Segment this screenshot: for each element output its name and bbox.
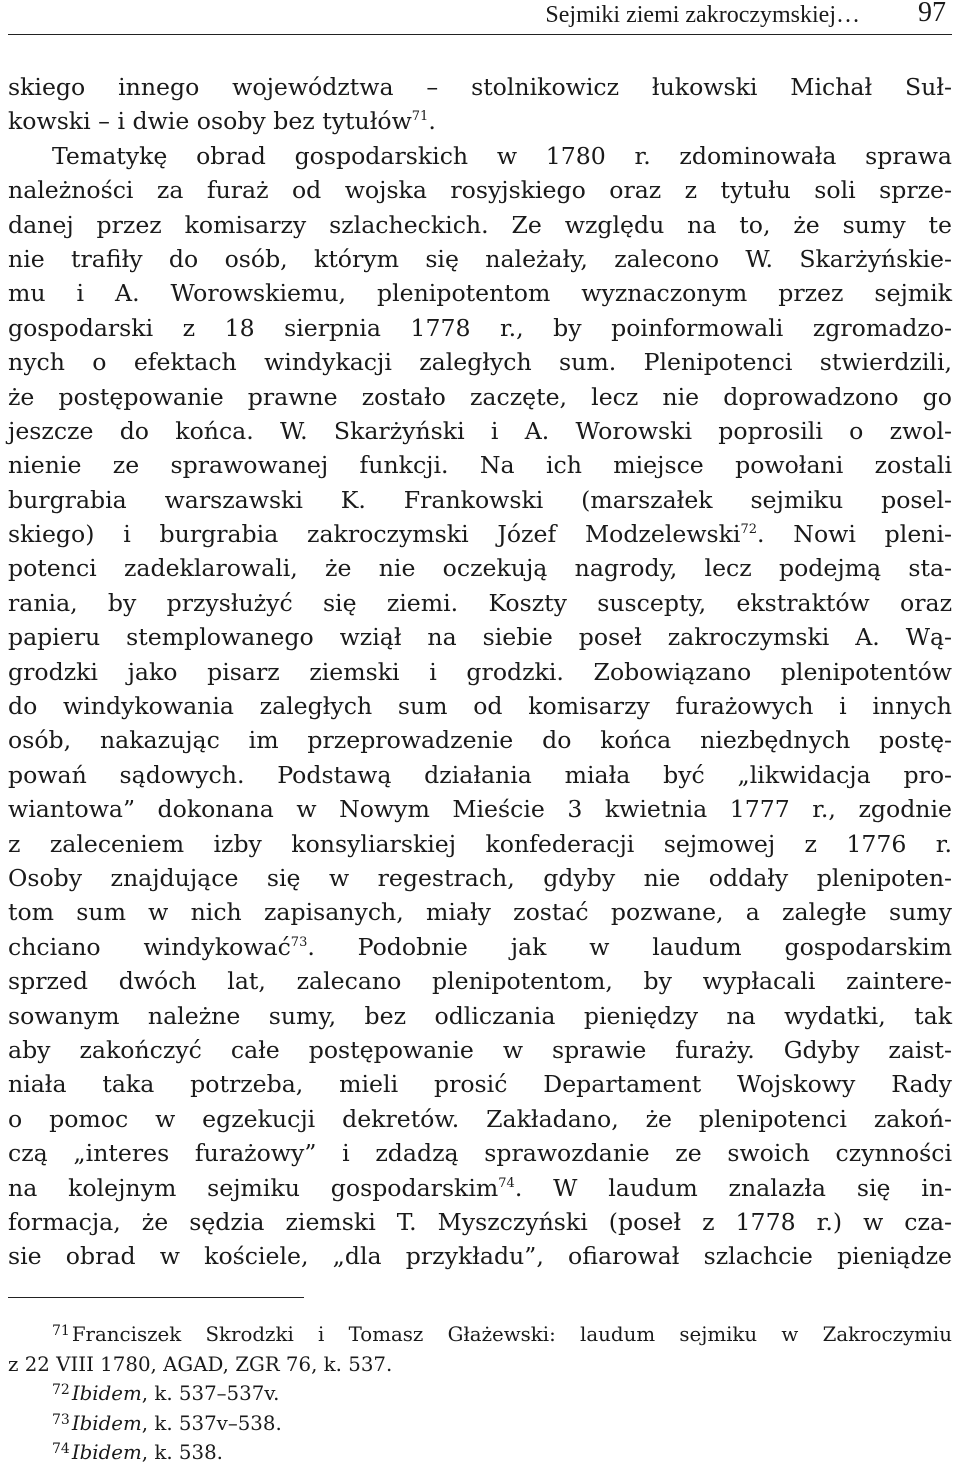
page-number: 97 (918, 0, 946, 28)
text-line: mu i A. Worowskiemu, plenipotentom wyznaczonym przez sejmik (8, 279, 952, 308)
text-line: formacja, że sędzia ziemski T. Myszczyński (poseł z 1778 r.) w cza- (8, 1207, 952, 1236)
text-line: Tematykę obrad gospodarskich w 1780 r. zdominowała sprawa (52, 141, 952, 170)
footnote-71: $^{71}$ Franciszek Skrodzki i Tomasz Głażewski: laudum sejmiku w Zakroczymiu (52, 1323, 952, 1346)
footnote-number: 74 (52, 1441, 70, 1457)
footnote-72: $^{72}$ Ibidem, k. 537–537v. (52, 1382, 280, 1405)
text-line: nie trafiły do osób, którym się należały, zalecono W. Skarżyńskie- (8, 244, 952, 273)
footnote-ref: 74 (498, 1175, 515, 1191)
text-line: Osoby znajdujące się w regestrach, gdyby nie oddały plenipoten- (8, 863, 952, 892)
footnote-ref: 71 (411, 109, 429, 125)
text-line: potenci zadeklarowali, że nie oczekują nagrody, lecz podejmą sta- (8, 554, 952, 583)
text-line: rania, by przysłużyć się ziemi. Koszty suscepty, ekstraktów oraz (8, 588, 952, 617)
text-line: skiego) i burgrabia zakroczymski Józef Modzelewski$^{72}$. Nowi pleni- (8, 520, 952, 549)
text-line: do windykowania zaległych sum od komisarzy furażowych i innych (8, 692, 952, 721)
text-line: aby zakończyć całe postępowanie w sprawie furaży. Gdyby zaist- (8, 1035, 952, 1064)
text-line: sowanym należne sumy, bez odliczania pieniędzy na wydatki, tak (8, 1001, 952, 1030)
text-line: że postępowanie prawne zostało zaczęte, lecz nie doprowadzono go (8, 382, 952, 411)
text-line: tom sum w nich zapisanych, miały zostać pozwane, a zaległe sumy (8, 898, 952, 927)
text-line: z zaleceniem izby konsyliarskiej konfederacji sejmowej z 1776 r. (8, 829, 952, 858)
text-line: osób, nakazując im przeprowadzenie do końca niezbędnych postę- (8, 726, 952, 755)
running-header (8, 0, 952, 35)
text-line: skiego innego województwa – stolnikowicz łukowski Michał Suł- (8, 73, 952, 101)
text-line: gospodarski z 18 sierpnia 1778 r., by poinformowali zgromadzo- (8, 313, 952, 342)
text-line: sie obrad w kościele, „dla przykładu”, ofiarował szlachcie pieniądze (8, 1242, 952, 1271)
footnote-number: 71 (52, 1323, 70, 1339)
text-line: burgrabia warszawski K. Frankowski (marszałek sejmiku posel- (8, 485, 952, 514)
footnote-ref: 73 (290, 934, 308, 950)
body-text (8, 70, 952, 1274)
text-line: chciano windykować$^{73}$. Podobnie jak w laudum gospodarskim (8, 932, 952, 961)
text-line: należności za furaż od wojska rosyjskiego oraz z tytułu soli sprze- (8, 176, 952, 205)
footnote-number: 73 (52, 1411, 70, 1428)
running-title: Sejmiki ziemi zakroczymskiej… (545, 2, 860, 28)
text-line: nych o efektach windykacji zaległych sum. Plenipotenci stwierdzili, (8, 348, 952, 377)
footnote-number: 72 (52, 1382, 70, 1398)
text-line: sprzed dwóch lat, zalecano plenipotentom, by wypłacali zaintere- (8, 967, 952, 996)
footnote-74: $^{74}$ Ibidem, k. 538. (52, 1441, 223, 1464)
footnote-divider (8, 1297, 304, 1298)
text-line: wiantowa” dokonana w Nowym Mieście 3 kwietnia 1777 r., zgodnie (8, 795, 952, 824)
text-line: grodzki jako pisarz ziemski i grodzki. Zobowiązano plenipotentów (8, 657, 952, 686)
text-line: nienie ze sprawowanej funkcji. Na ich miejsce powołani zostali (8, 451, 952, 480)
footnote-ref: 72 (740, 522, 758, 538)
footnotes (8, 1320, 952, 1468)
text-line: kowski – i dwie osoby bez tytułów$^{71}$. (8, 107, 436, 136)
footnote-71-continued: z 22 VIII 1780, AGAD, ZGR 76, k. 537. (8, 1352, 393, 1376)
text-line: czą „interes furażowy” i zdadzą sprawozdanie ze swoich czynności (8, 1139, 952, 1168)
text-line: papieru stemplowanego wziął na siebie poseł zakroczymski A. Wą- (8, 623, 952, 652)
text-line: powań sądowych. Podstawą działania miała być „likwidacja pro- (8, 760, 952, 789)
text-line: na kolejnym sejmiku gospodarskim$^{74}$. W laudum znalazła się in- (8, 1173, 952, 1202)
text-line: danej przez komisarzy szlacheckich. Ze względu na to, że sumy te (8, 210, 952, 239)
text-line: jeszcze do końca. W. Skarżyński i A. Worowski poprosili o zwol- (8, 416, 952, 445)
text-line: niała taka potrzeba, mieli prosić Departament Wojskowy Rady (8, 1070, 952, 1099)
text-line: o pomoc w egzekucji dekretów. Zakładano, że plenipotenci zakoń- (8, 1104, 952, 1133)
footnote-73: $^{73}$ Ibidem, k. 537v–538. (52, 1411, 282, 1435)
